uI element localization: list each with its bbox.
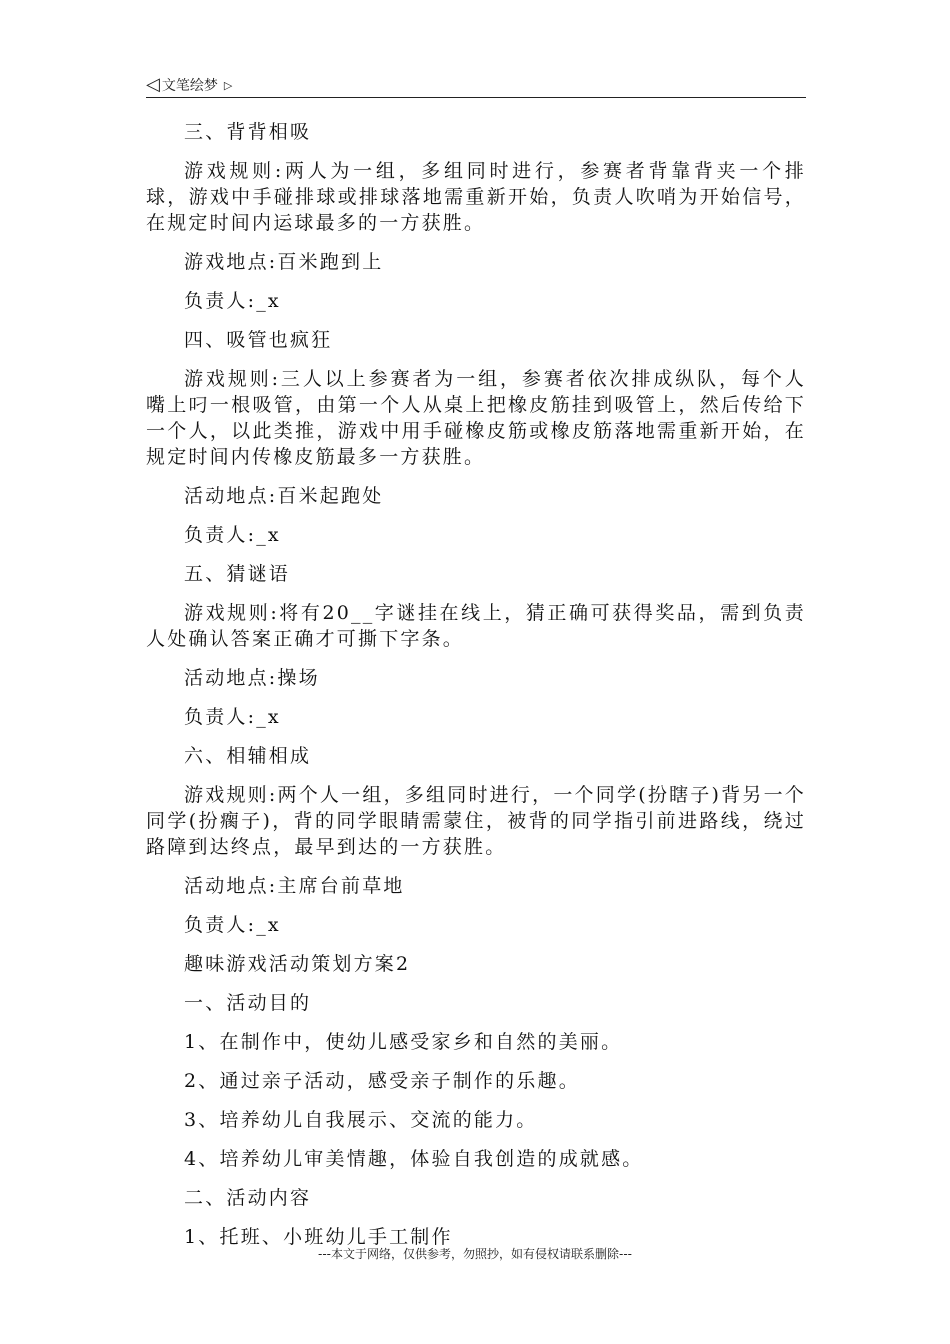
paragraph: 活动地点:操场	[184, 667, 320, 689]
header-divider	[146, 97, 806, 98]
list-item: 1、托班、小班幼儿手工制作	[184, 1226, 453, 1248]
section-heading: 六、相辅相成	[184, 745, 312, 767]
paragraph: 游戏规则:两个人一组，多组同时进行，一个同学(扮瞎子)背另一个同学(扮瘸子)，背的同学眼睛需蒙住，被背的同学指引前进路线，绕过路障到达终点，最早到达的一方获胜。	[146, 784, 806, 858]
list-item: 3、培养幼儿自我展示、交流的能力。	[184, 1109, 538, 1131]
section-heading: 一、活动目的	[184, 992, 312, 1014]
paragraph: 负责人:_x	[184, 914, 281, 936]
triangle-right-icon: ▷	[223, 78, 233, 92]
page-header	[146, 74, 232, 96]
paragraph: 负责人:_x	[184, 524, 281, 546]
paragraph: 游戏规则:两人为一组，多组同时进行，参赛者背靠背夹一个排球，游戏中手碰排球或排球落地需重新开始，负责人吹哨为开始信号，在规定时间内运球最多的一方获胜。	[146, 160, 806, 234]
paragraph: 游戏地点:百米跑到上	[184, 251, 384, 273]
document-body	[146, 119, 806, 1263]
list-item: 4、培养幼儿审美情趣，体验自我创造的成就感。	[184, 1148, 644, 1170]
section-heading: 五、猜谜语	[184, 563, 291, 585]
header-brand: 文笔绘梦	[161, 78, 218, 94]
page-footer: ---本文于网络，仅供参考，勿照抄，如有侵权请联系删除---	[318, 1247, 632, 1261]
list-item: 1、在制作中，使幼儿感受家乡和自然的美丽。	[184, 1031, 623, 1053]
list-item: 2、通过亲子活动，感受亲子制作的乐趣。	[184, 1070, 580, 1092]
paragraph: 负责人:_x	[184, 290, 281, 312]
paragraph: 活动地点:百米起跑处	[184, 485, 384, 507]
section-heading: 四、吸管也疯狂	[184, 329, 333, 351]
section-heading: 三、背背相吸	[184, 121, 312, 143]
paragraph: 负责人:_x	[184, 706, 281, 728]
section-heading: 二、活动内容	[184, 1187, 312, 1209]
document-title: 趣味游戏活动策划方案2	[184, 953, 411, 975]
triangle-left-icon: ◁	[146, 74, 160, 95]
paragraph: 游戏规则:将有20__字谜挂在线上，猜正确可获得奖品，需到负责人处确认答案正确才可撕下字条。	[146, 602, 806, 650]
paragraph: 游戏规则:三人以上参赛者为一组，参赛者依次排成纵队，每个人嘴上叼一根吸管，由第一个人从桌上把橡皮筋挂到吸管上，然后传给下一个人，以此类推，游戏中用手碰橡皮筋或橡皮筋落地需重新开始，在规定时间内传橡皮筋最多一方获胜。	[146, 368, 806, 468]
paragraph: 活动地点:主席台前草地	[184, 875, 405, 897]
